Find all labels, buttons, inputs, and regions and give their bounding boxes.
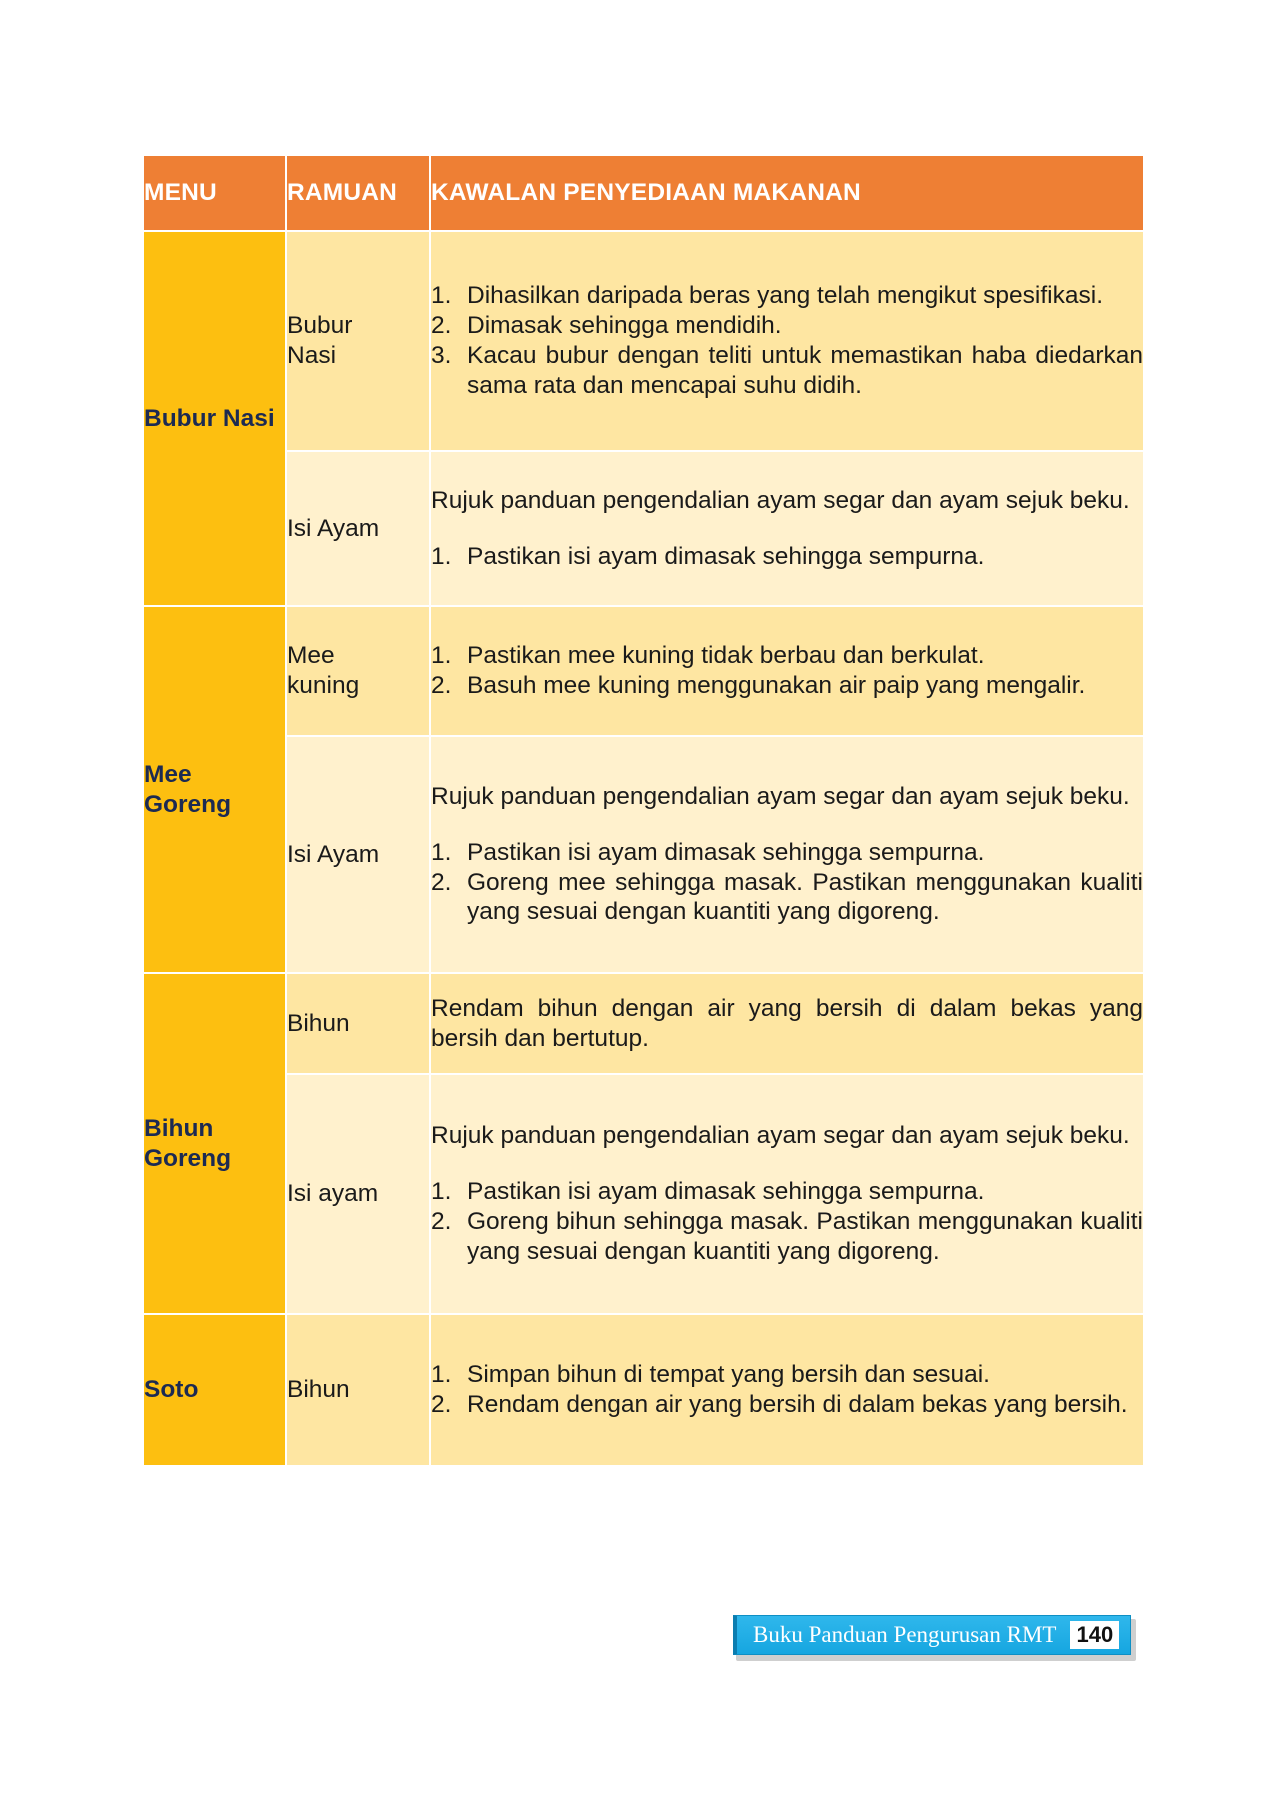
ingredient-label: Mee kuning [287,642,360,699]
step-list [431,281,1143,401]
control-cell [430,736,1144,973]
control-cell [430,606,1144,736]
table-row [143,606,1144,736]
footer-badge [733,1615,1137,1661]
step-list [431,838,1143,928]
step-list [431,1360,1143,1420]
control-intro: Rendam bihun dengan air yang bersih di dalam bekas yang bersih dan bertutup. [431,994,1143,1052]
menu-cell-mee-goreng: Mee Goreng [143,606,286,973]
step-list [431,1177,1143,1267]
list-item: 2. Rendam dengan air yang bersih di dalam bekas yang bersih. [431,1391,1128,1418]
list-item: 2. Dimasak sehingga mendidih. [431,312,782,340]
menu-cell-bihun-goreng: Bihun Goreng [143,973,286,1314]
header-control: KAWALAN PENYEDIAAN MAKANAN [430,155,1144,231]
ingredient-cell [286,606,430,736]
list-item: 2. Goreng bihun sehingga masak. Pastikan menggunakan kualiti yang sesuai dengan kuantiti yang digoreng. [431,1208,1143,1265]
header-ingredient: RAMUAN [286,155,430,231]
food-preparation-table [142,154,1145,1467]
list-item: 1. Simpan bihun di tempat yang bersih dan sesuai. [431,1361,990,1389]
step-list [431,542,1143,572]
ingredient-cell: Isi Ayam [286,451,430,606]
table-row [143,231,1144,451]
page-number: 140 [1070,1621,1119,1649]
menu-cell-bubur-nasi: Bubur Nasi [143,231,286,606]
book-title: Buku Panduan Pengurusan RMT [753,1622,1057,1647]
table-row [143,1314,1144,1466]
control-cell [430,451,1144,606]
menu-cell-soto: Soto [143,1314,286,1466]
table-header-row [143,155,1144,231]
list-item: 1. Dihasilkan daripada beras yang telah mengikut spesifikasi. [431,282,1103,310]
control-cell [430,973,1144,1074]
header-menu: MENU [143,155,286,231]
list-item: 2. Basuh mee kuning menggunakan air paip yang mengalir. [431,672,1086,699]
list-item: 2. Goreng mee sehingga masak. Pastikan menggunakan kualiti yang sesuai dengan kuantiti yang digoreng. [431,868,1143,926]
list-item: 3. Kacau bubur dengan teliti untuk memastikan haba diedarkan sama rata dan mencapai suhu didih. [431,342,1143,399]
control-intro: Rujuk panduan pengendalian ayam segar dan ayam sejuk beku. [431,486,1130,514]
control-cell [430,231,1144,451]
ingredient-cell [286,231,430,451]
list-item: 1. Pastikan isi ayam dimasak sehingga sempurna. [431,542,985,570]
ingredient-cell: Bihun [286,973,430,1074]
ingredient-cell: Isi Ayam [286,736,430,973]
table-row [143,1074,1144,1314]
list-item: 1. Pastikan isi ayam dimasak sehingga sempurna. [431,838,985,866]
table-row [143,973,1144,1074]
list-item: 1. Pastikan mee kuning tidak berbau dan berkulat. [431,642,985,670]
control-intro: Rujuk panduan pengendalian ayam segar dan ayam sejuk beku. [431,1122,1130,1150]
step-list [431,641,1143,701]
control-cell [430,1314,1144,1466]
list-item: 1. Pastikan isi ayam dimasak sehingga sempurna. [431,1178,985,1206]
footer-banner [733,1615,1131,1655]
table-row [143,451,1144,606]
ingredient-label: Bubur Nasi [287,312,353,369]
table-row [143,736,1144,973]
control-cell [430,1074,1144,1314]
ingredient-cell: Isi ayam [286,1074,430,1314]
control-intro: Rujuk panduan pengendalian ayam segar dan ayam sejuk beku. [431,782,1130,810]
ingredient-cell: Bihun [286,1314,430,1466]
